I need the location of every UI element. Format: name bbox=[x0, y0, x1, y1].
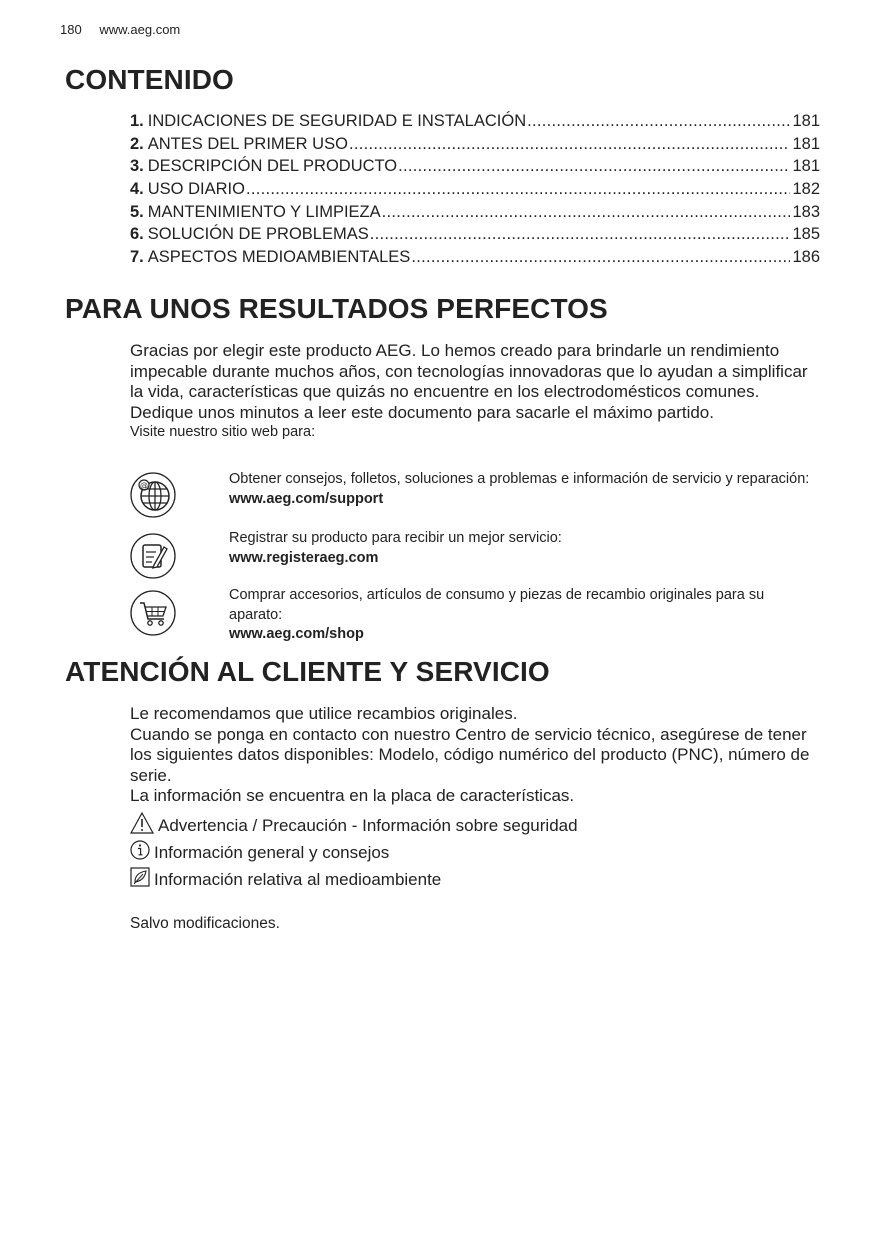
toc-item-number: 5. bbox=[130, 202, 144, 221]
legend-warning bbox=[130, 812, 578, 839]
visit-label: Visite nuestro sitio web para: bbox=[130, 424, 316, 441]
service-shop bbox=[229, 586, 819, 645]
toc-item-label: INDICACIONES DE SEGURIDAD E INSTALACIÓN bbox=[147, 112, 527, 130]
toc-item-label: SOLUCIÓN DE PROBLEMAS bbox=[147, 225, 369, 244]
results-intro: Gracias por elegir este producto AEG. Lo hemos creado para brindarle un rendimiento impecable durante muchos años, con tecnologías innovadoras que lo ayudan a simplificar la vida, características que quizás no encuentre en los electrodomésticos comunes. Dedique unos minutos a leer este documento para sacarle el máximo partido. bbox=[130, 341, 808, 422]
support-link[interactable]: www.aeg.com/support bbox=[229, 490, 384, 507]
legend-info bbox=[130, 840, 389, 865]
customer-block bbox=[130, 704, 820, 807]
leaf-icon bbox=[130, 867, 154, 892]
toc-item-page: 183 bbox=[792, 202, 820, 221]
toc-item[interactable] bbox=[130, 133, 820, 156]
toc-item[interactable] bbox=[130, 110, 820, 133]
toc-item-label: USO DIARIO bbox=[147, 180, 245, 199]
toc-item[interactable] bbox=[130, 246, 820, 269]
customer-title: ATENCIÓN AL CLIENTE Y SERVICIO bbox=[65, 656, 550, 687]
customer-line: Cuando se ponga en contacto con nuestro Centro de servicio técnico, asegúrese de tener los siguientes datos disponibles: Modelo, código numérico del producto (PNC), número de serie. bbox=[130, 724, 810, 785]
toc-title: CONTENIDO bbox=[65, 64, 234, 95]
results-intro-block bbox=[130, 341, 820, 441]
toc-leader bbox=[411, 246, 790, 269]
toc-item-label: ANTES DEL PRIMER USO bbox=[147, 134, 348, 153]
globe-icon bbox=[130, 472, 176, 518]
toc-item-page: 181 bbox=[792, 134, 820, 153]
page-number: 180 bbox=[60, 22, 82, 37]
results-title: PARA UNOS RESULTADOS PERFECTOS bbox=[65, 293, 608, 324]
footnote: Salvo modificaciones. bbox=[130, 915, 280, 932]
table-of-contents bbox=[130, 110, 820, 269]
toc-item-page: 182 bbox=[792, 180, 820, 199]
legend-text: Advertencia / Precaución - Información sobre seguridad bbox=[158, 815, 578, 835]
toc-item-page: 181 bbox=[792, 157, 820, 176]
toc-item-number: 4. bbox=[130, 180, 144, 199]
toc-item-number: 6. bbox=[130, 225, 144, 244]
legend-environment bbox=[130, 867, 441, 892]
customer-line: La información se encuentra en la placa de características. bbox=[130, 786, 575, 806]
warning-icon bbox=[130, 812, 158, 839]
info-icon bbox=[130, 840, 154, 865]
toc-leader bbox=[370, 223, 791, 246]
toc-leader bbox=[349, 133, 791, 156]
legend-text: Información relativa al medioambiente bbox=[154, 869, 442, 889]
toc-item[interactable] bbox=[130, 223, 820, 246]
cart-icon bbox=[130, 590, 176, 636]
svg-text:@: @ bbox=[140, 481, 148, 490]
service-register bbox=[229, 529, 819, 568]
toc-item-label: ASPECTOS MEDIOAMBIENTALES bbox=[147, 248, 411, 267]
page-header bbox=[60, 22, 180, 37]
toc-item-page: 181 bbox=[792, 112, 820, 130]
toc-item-page: 185 bbox=[792, 225, 820, 244]
toc-item-number: 2. bbox=[130, 134, 144, 153]
service-text: Comprar accesorios, artículos de consumo y piezas de recambio originales para su aparato: bbox=[229, 587, 765, 623]
toc-item-page: 186 bbox=[792, 248, 820, 267]
toc-item-label: MANTENIMIENTO Y LIMPIEZA bbox=[147, 202, 381, 221]
toc-item[interactable] bbox=[130, 155, 820, 178]
legend-text: Información general y consejos bbox=[154, 842, 390, 862]
register-icon bbox=[130, 533, 176, 579]
toc-item-number: 7. bbox=[130, 248, 144, 267]
toc-leader bbox=[382, 201, 791, 224]
customer-line: Le recomendamos que utilice recambios originales. bbox=[130, 704, 518, 723]
service-support bbox=[229, 470, 819, 509]
service-text: Obtener consejos, folletos, soluciones a problemas e información de servicio y reparación: bbox=[229, 471, 810, 487]
service-text: Registrar su producto para recibir un mejor servicio: bbox=[229, 530, 562, 546]
website-link[interactable]: www.aeg.com bbox=[99, 22, 181, 37]
toc-item-label: DESCRIPCIÓN DEL PRODUCTO bbox=[147, 157, 398, 176]
toc-leader bbox=[398, 155, 790, 178]
toc-item-number: 3. bbox=[130, 157, 144, 176]
shop-link[interactable]: www.aeg.com/shop bbox=[229, 626, 364, 642]
register-link[interactable]: www.registeraeg.com bbox=[229, 549, 379, 566]
toc-item[interactable] bbox=[130, 201, 820, 224]
toc-leader bbox=[527, 110, 790, 133]
toc-leader bbox=[246, 178, 791, 201]
toc-item[interactable] bbox=[130, 178, 820, 201]
toc-item-number: 1. bbox=[130, 112, 144, 130]
